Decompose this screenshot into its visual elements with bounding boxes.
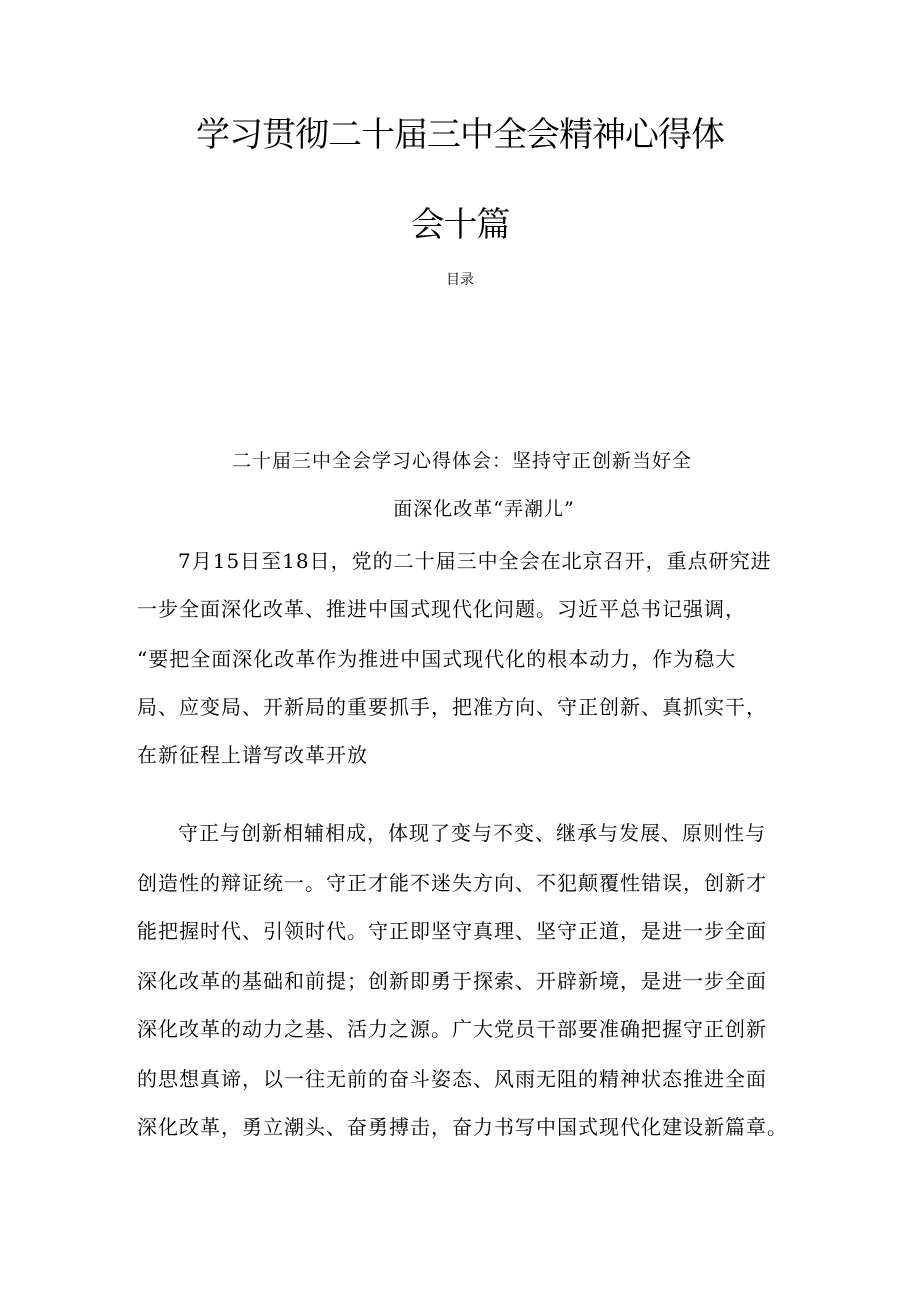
paragraph-1-line: 在新征程上谱写改革开放 [137, 743, 368, 767]
paragraph-1-line: 局、应变局、开新局的重要抓手，把准方向、守正创新、真抓实干， [137, 695, 767, 719]
paragraph-1-line: “要把全面深化改革作为推进中国式现代化的根本动力，作为稳大 [137, 647, 737, 671]
paragraph-2-line: 深化改革的动力之基、活力之源。广大党员干部要准确把握守正创新 [137, 1017, 767, 1041]
article-title-line-1: 二十届三中全会学习心得体会：坚持守正创新当好全 [231, 450, 692, 472]
paragraph-1-line: 一步全面深化改革、推进中国式现代化问题。习近平总书记强调， [137, 597, 746, 621]
paragraph-2-line: 守正与创新相辅相成，体现了变与不变、继承与发展、原则性与 [178, 821, 766, 845]
table-of-contents-label: 目录 [446, 272, 474, 288]
document-title-line-2: 会十篇 [410, 205, 510, 245]
paragraph-2-line: 能把握时代、引领时代。守正即坚守真理、坚守正道，是进一步全面 [137, 919, 767, 943]
paragraph-2-line: 的思想真谛，以一往无前的奋斗姿态、风雨无阻的精神状态推进全面 [137, 1067, 767, 1091]
paragraph-2-line: 深化改革的基础和前提；创新即勇于探索、开辟新境，是进一步全面 [137, 969, 767, 993]
document-title-line-1: 学习贯彻二十届三中全会精神心得体 [196, 115, 724, 155]
paragraph-1-line: 7月15日至18日，党的二十届三中全会在北京召开，重点研究进 [178, 549, 772, 573]
article-title-line-2: 面深化改革“弄潮儿” [393, 498, 575, 520]
paragraph-2-line: 深化改革，勇立潮头、奋勇搏击，奋力书写中国式现代化建设新篇章。 [137, 1115, 788, 1139]
paragraph-2-line: 创造性的辩证统一。守正才能不迷失方向、不犯颠覆性错误，创新才 [137, 871, 767, 895]
